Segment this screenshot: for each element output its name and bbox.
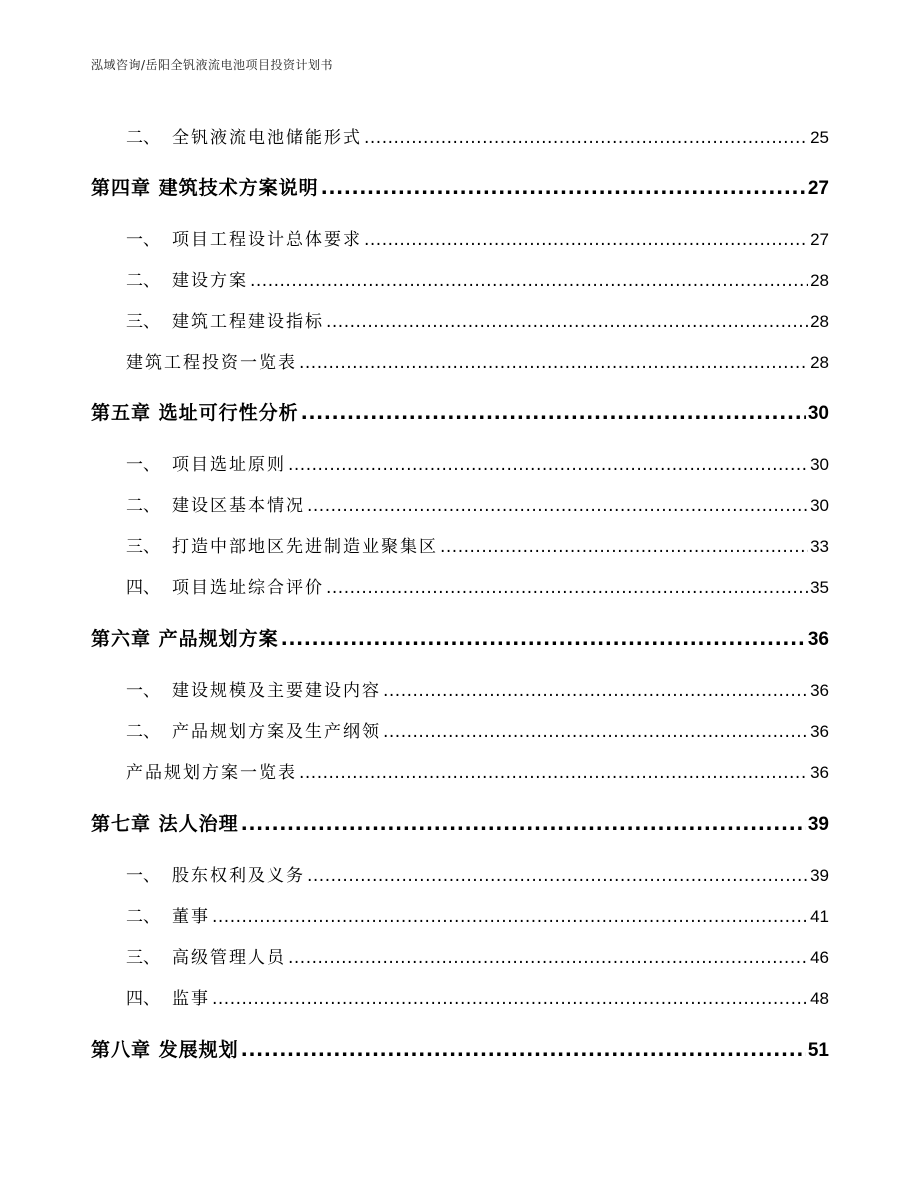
toc-entry-label <box>126 676 381 701</box>
toc-entry-title: 第四章 建筑技术方案说明 <box>91 177 319 199</box>
toc-entry-title: 建设方案 <box>172 271 248 291</box>
toc-entry-label <box>126 861 305 886</box>
toc-section-entry[interactable] <box>126 861 829 886</box>
toc-entry-label <box>91 809 239 836</box>
toc-entry-title: 打造中部地区先进制造业聚集区 <box>172 537 438 557</box>
dot-leader <box>440 537 808 557</box>
toc-entry-label <box>91 624 279 651</box>
toc-page-number: 39 <box>807 814 829 835</box>
toc-page-number: 30 <box>810 496 829 515</box>
dot-leader <box>383 722 808 742</box>
toc-section-entry[interactable] <box>126 943 829 968</box>
toc-section-entry[interactable] <box>126 266 829 291</box>
toc-section-entry[interactable] <box>126 491 829 516</box>
running-header: 泓域咨询/岳阳全钒液流电池项目投资计划书 <box>91 58 334 72</box>
toc-entry-number: 二、 <box>126 722 160 742</box>
toc-entry-label <box>126 573 324 598</box>
dot-leader <box>301 402 806 424</box>
toc-entry-title: 监事 <box>172 989 210 1009</box>
toc-chapter-entry[interactable] <box>91 624 829 651</box>
dot-leader <box>364 230 808 250</box>
dot-leader <box>212 989 808 1009</box>
toc-section-entry[interactable] <box>126 123 829 148</box>
toc-entry-label <box>126 307 324 332</box>
toc-section-entry[interactable] <box>126 984 829 1009</box>
toc-chapter-entry[interactable] <box>91 809 829 836</box>
dot-leader <box>326 578 808 598</box>
toc-page-number: 25 <box>810 128 829 147</box>
toc-entry-number: 三、 <box>126 948 160 968</box>
toc-entry-number: 二、 <box>126 128 160 148</box>
toc-entry-title: 全钒液流电池储能形式 <box>172 128 362 148</box>
dot-leader <box>299 763 808 783</box>
toc-page-number: 33 <box>810 537 829 556</box>
toc-entry-number: 二、 <box>126 496 160 516</box>
toc-chapter-entry[interactable] <box>91 173 829 200</box>
toc-page-number: 39 <box>810 866 829 885</box>
toc-entry-number: 一、 <box>126 866 160 886</box>
toc-entry-label <box>126 266 248 291</box>
toc-page-number: 35 <box>810 578 829 597</box>
toc-page-number: 27 <box>810 230 829 249</box>
dot-leader <box>212 907 808 927</box>
toc-entry-number: 一、 <box>126 681 160 701</box>
toc-entry-label <box>126 984 210 1009</box>
dot-leader <box>250 271 808 291</box>
toc-entry-title: 董事 <box>172 907 210 927</box>
toc-page-number: 36 <box>810 681 829 700</box>
dot-leader <box>383 681 808 701</box>
toc-section-entry[interactable] <box>126 758 829 783</box>
dot-leader <box>307 496 808 516</box>
toc-entry-label <box>91 1035 239 1062</box>
toc-entry-title: 产品规划方案一览表 <box>126 763 297 783</box>
toc-entry-number: 四、 <box>126 578 160 598</box>
dot-leader <box>241 1039 806 1061</box>
toc-page-number: 36 <box>810 763 829 782</box>
toc-entry-label <box>126 225 362 250</box>
toc-entry-title: 产品规划方案及生产纲领 <box>172 722 381 742</box>
dot-leader <box>288 948 808 968</box>
dot-leader <box>321 177 806 199</box>
toc-entry-title: 建筑工程建设指标 <box>172 312 324 332</box>
toc-page-number: 27 <box>807 178 829 199</box>
dot-leader <box>288 455 808 475</box>
toc-entry-number: 二、 <box>126 907 160 927</box>
toc-section-entry[interactable] <box>126 902 829 927</box>
toc-entry-title: 项目选址综合评价 <box>172 578 324 598</box>
toc-entry-title: 第五章 选址可行性分析 <box>91 402 299 424</box>
toc-page-number: 30 <box>810 455 829 474</box>
toc-entry-number: 三、 <box>126 537 160 557</box>
toc-entry-title: 第六章 产品规划方案 <box>91 628 279 650</box>
toc-page-number: 41 <box>810 907 829 926</box>
toc-entry-number: 三、 <box>126 312 160 332</box>
dot-leader <box>326 312 808 332</box>
dot-leader <box>299 353 808 373</box>
toc-section-entry[interactable] <box>126 532 829 557</box>
toc-page-number: 28 <box>810 271 829 290</box>
toc-entry-label <box>126 758 297 783</box>
toc-section-entry[interactable] <box>126 450 829 475</box>
dot-leader <box>307 866 808 886</box>
toc-entry-label <box>91 173 319 200</box>
toc-entry-title: 第七章 法人治理 <box>91 813 239 835</box>
toc-entry-label <box>126 123 362 148</box>
toc-page-number: 51 <box>807 1040 829 1061</box>
toc-entry-title: 股东权利及义务 <box>172 866 305 886</box>
toc-entry-label <box>126 450 286 475</box>
toc-chapter-entry[interactable] <box>91 1035 829 1062</box>
toc-section-entry[interactable] <box>126 225 829 250</box>
toc-entry-title: 高级管理人员 <box>172 948 286 968</box>
toc-entry-label <box>126 491 305 516</box>
toc-section-entry[interactable] <box>126 348 829 373</box>
toc-page-number: 36 <box>810 722 829 741</box>
toc-entry-title: 建设区基本情况 <box>172 496 305 516</box>
dot-leader <box>281 628 806 650</box>
toc-page-number: 28 <box>810 312 829 331</box>
toc-section-entry[interactable] <box>126 717 829 742</box>
dot-leader <box>241 813 806 835</box>
toc-section-entry[interactable] <box>126 307 829 332</box>
toc-entry-label <box>126 532 438 557</box>
toc-chapter-entry[interactable] <box>91 398 829 425</box>
toc-entry-label <box>126 348 297 373</box>
toc-entry-label <box>126 902 210 927</box>
toc-entry-label <box>126 943 286 968</box>
toc-entry-number: 二、 <box>126 271 160 291</box>
toc-page-number: 46 <box>810 948 829 967</box>
toc-entry-title: 项目工程设计总体要求 <box>172 230 362 250</box>
toc-page-number: 28 <box>810 353 829 372</box>
toc-entry-title: 项目选址原则 <box>172 455 286 475</box>
toc-entry-title: 建筑工程投资一览表 <box>126 353 297 373</box>
toc-entry-label <box>126 717 381 742</box>
toc-entry-number: 四、 <box>126 989 160 1009</box>
toc-page-number: 48 <box>810 989 829 1008</box>
toc-page-number: 36 <box>807 629 829 650</box>
toc-section-entry[interactable] <box>126 676 829 701</box>
toc-page-number: 30 <box>807 403 829 424</box>
dot-leader <box>364 128 808 148</box>
toc-entry-label <box>91 398 299 425</box>
toc-entry-title: 第八章 发展规划 <box>91 1039 239 1061</box>
toc-entry-number: 一、 <box>126 230 160 250</box>
toc-section-entry[interactable] <box>126 573 829 598</box>
toc-entry-number: 一、 <box>126 455 160 475</box>
toc-entry-title: 建设规模及主要建设内容 <box>172 681 381 701</box>
